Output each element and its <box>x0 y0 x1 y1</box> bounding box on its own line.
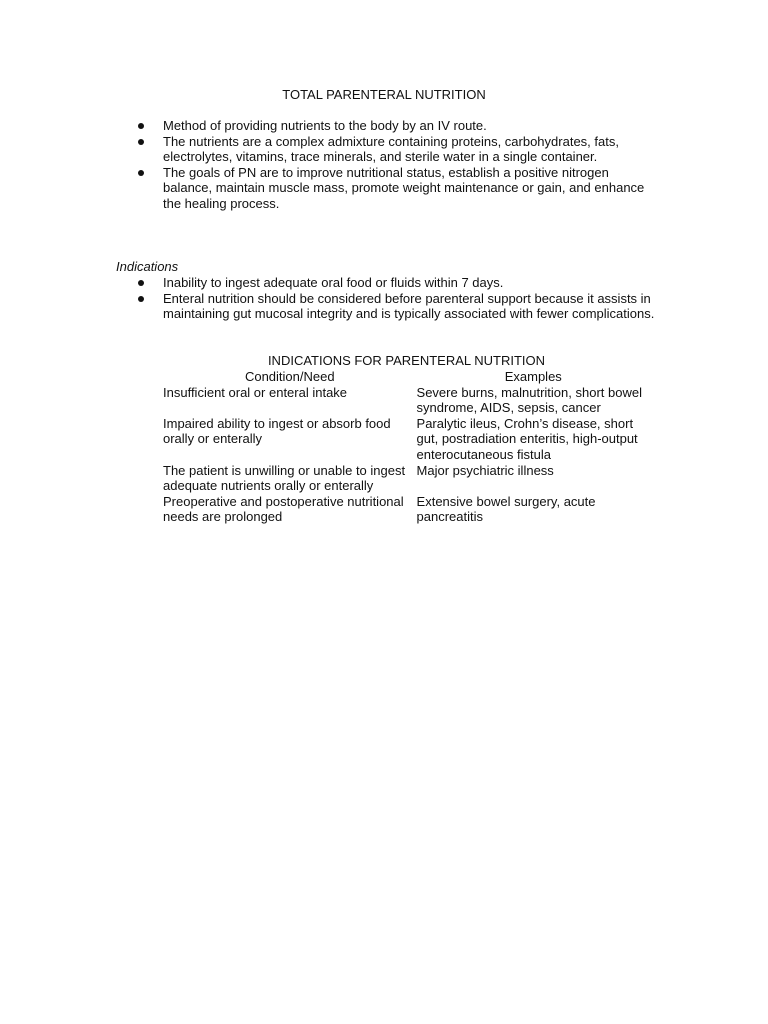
table-row <box>163 463 650 494</box>
bullet-icon <box>138 296 144 302</box>
condition-cell: Insufficient oral or enteral intake <box>163 384 348 400</box>
intro-bullet-list <box>135 118 655 212</box>
indications-table <box>163 369 650 525</box>
table-row <box>163 416 650 463</box>
indications-heading: Indications <box>116 259 179 274</box>
condition-cell: The patient is unwilling or unable to ingest adequate nutrients orally or enterally <box>163 462 406 494</box>
bullet-text: The nutrients are a complex admixture containing proteins, carbohydrates, fats, electrolytes, vitamins, trace minerals, and sterile water in a single container. <box>163 133 619 165</box>
condition-cell: Impaired ability to ingest or absorb food orally or enterally <box>163 415 391 447</box>
bullet-text: Inability to ingest adequate oral food or fluids within 7 days. <box>163 275 504 290</box>
table-title: INDICATIONS FOR PARENTERAL NUTRITION <box>267 353 546 368</box>
bullet-text: Method of providing nutrients to the body by an IV route. <box>163 118 487 133</box>
table-header-row <box>163 369 650 385</box>
list-item <box>135 118 655 134</box>
list-item <box>135 291 655 322</box>
bullet-icon <box>138 123 144 129</box>
table-row <box>163 494 650 525</box>
condition-cell: Preoperative and postoperative nutritional needs are prolonged <box>163 493 404 525</box>
indications-bullet-list <box>135 275 655 322</box>
bullet-text: Enteral nutrition should be considered before parenteral support because it assists in maintaining gut mucosal integrity and is typically associated with fewer complications. <box>163 290 655 322</box>
bullet-icon <box>138 139 144 145</box>
examples-cell: Extensive bowel surgery, acute pancreatitis <box>416 493 596 525</box>
examples-cell: Paralytic ileus, Crohn’s disease, short gut, postradiation enteritis, high-output enterocutaneous fistula <box>416 415 638 462</box>
bullet-text: The goals of PN are to improve nutritional status, establish a positive nitrogen balance, maintain muscle mass, promote weight maintenance or gain, and enhance the healing process. <box>163 164 645 211</box>
bullet-icon <box>138 280 144 286</box>
document-title: TOTAL PARENTERAL NUTRITION <box>282 87 486 102</box>
column-header-condition: Condition/Need <box>244 369 335 384</box>
list-item <box>135 275 655 291</box>
column-header-examples: Examples <box>504 369 562 384</box>
list-item <box>135 134 655 165</box>
examples-cell: Severe burns, malnutrition, short bowel syndrome, AIDS, sepsis, cancer <box>416 384 642 416</box>
list-item <box>135 165 655 212</box>
bullet-icon <box>138 170 144 176</box>
table-row <box>163 385 650 416</box>
examples-cell: Major psychiatric illness <box>416 462 554 478</box>
